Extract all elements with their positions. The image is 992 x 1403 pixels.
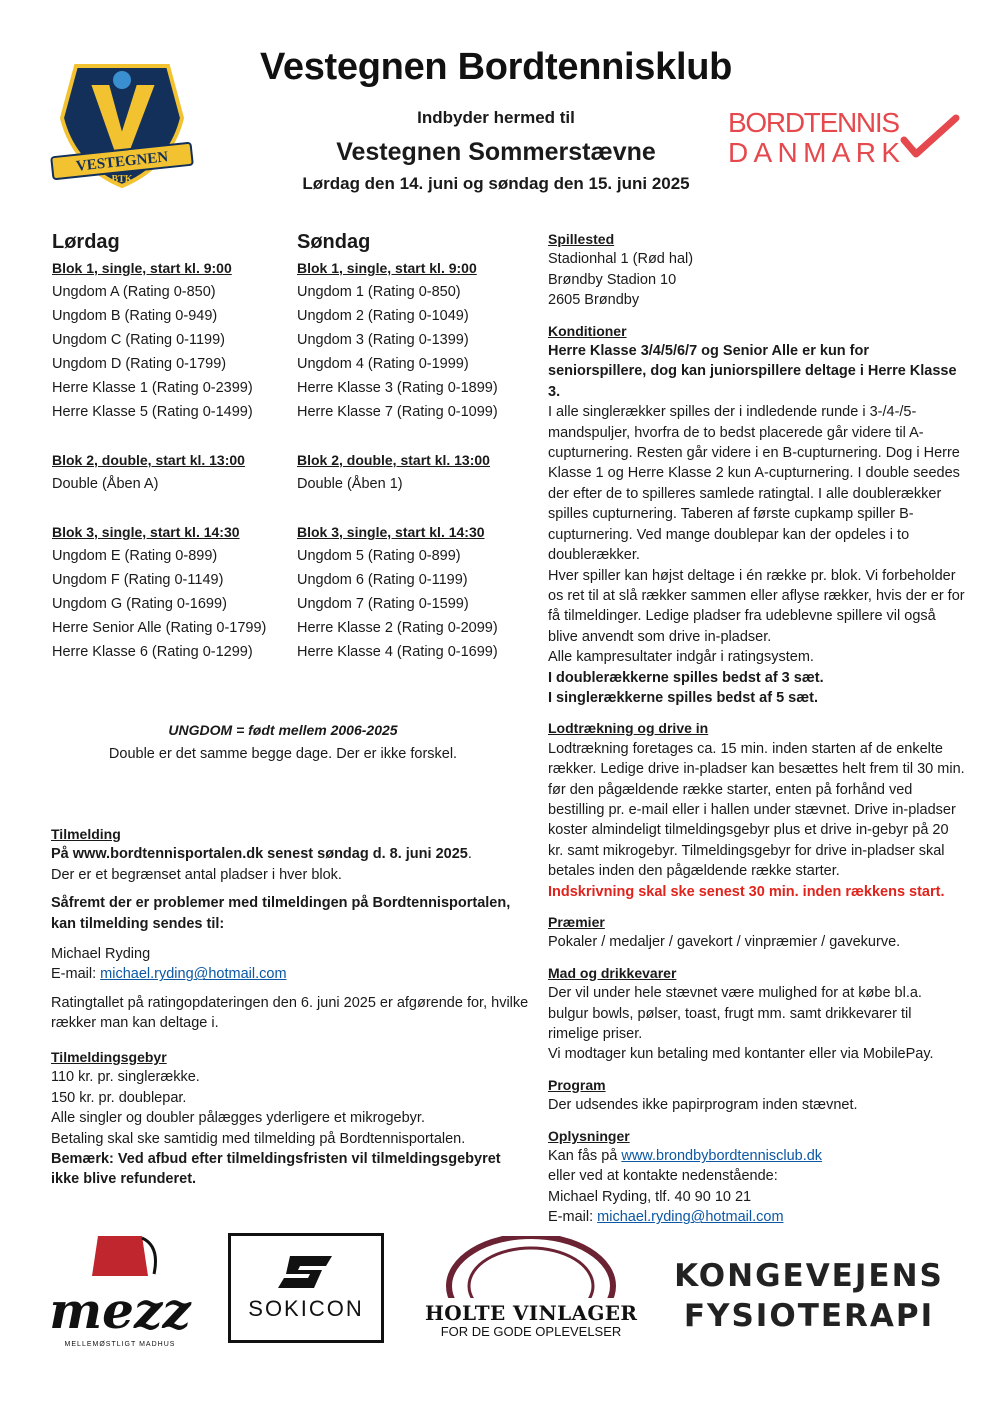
list-item: Herre Klasse 7 (Rating 0-1099): [297, 404, 498, 420]
info-line-2: eller ved at kontakte nedenstående:: [548, 1168, 778, 1185]
saturday-block-2-title: Blok 2, double, start kl. 13:00: [52, 452, 245, 468]
list-item: 150 kr. pr. doublepar.: [51, 1089, 187, 1106]
double-note: Double er det samme begge dage. Der er ikke forskel.: [108, 746, 458, 762]
list-item: Ungdom 5 (Rating 0-899): [297, 548, 461, 564]
list-item: Double (Åben 1): [297, 476, 403, 492]
invite-text: Indbyder hermed til: [417, 108, 575, 127]
right-column: Spillested Stadionhal 1 (Rød hal) Brøndby Stadion 10 2605 Brøndby Konditioner Herre Klasse 3/4/5/6/7 og Senior Alle er kun for seniorspillere, dog kan juniorspillere deltage i Herre Klasse 3. I alle singlerækker spilles der i indledende runde i 3-/4-/5-mandspuljer, hvorfra de to bedst placerede går videre til A-cupturnering. Resten går videre i en B-cupturnering. Dog i Herre Klasse 1 og Herre Klasse 2 kun A-cupturnering. I double seedes der efter de to spilleres samlede ratingtal. I alle doublerækker spilles cupturnering. Taberen af første cupkamp spiller B-cupturnering. Ved mange doublepar kan der opdeles i to doublerækker. Hver spiller kan højst deltage i én række pr. blok. Vi forbeholder os ret til at slå rækker sammen eller aflyse rækker, hvis der er for få tilmeldinger. Ledige pladser fra udeblevne spillere vil også blive anvendt som drive in-pladser. Alle kampresultater indgår i ratingsystem. I doublerækkerne spilles bedst af 3 sæt. I singlerækkerne spilles bedst af 5 sæt. Lodtrækning og drive in Lodtrækning foretages ca. 15 min. inden starten af de enkelte rækker. Ledige drive in-pladser kan besættes helt frem til 30 min. før den pågældende række starter, enten på forhånd ved bestilling pr. e-mail eller i hallen under stævnet. Drive in-pladser koster almindeligt tilmeldingsgebyr plus et drive in-gebyr på 20 kr. samt mikrogebyr. Tilmeldingsgebyr for drive in-pladser skal betales inden den pågældende række starter. Indskrivning skal ske senest 30 min. inden rækkens start. Præmier Pokaler / medaljer / gavekort / vinpræmier / gavekurve. Mad og drikkevarer Der vil under hele stævnet være mulighed for at købe bl.a. bulgur bowls, pølser, toast, frugt mm. samt drikkevarer til rimelige priser. Vi modtager kun betaling med kontanter eller via MobilePay. Program Der udsendes ikke papirprogram inden stævnet. Oplysninger Kan fås på www.brondbybordtennisclub.dk eller ved at kontakte nedenstående: Michael Ryding, tlf. 40 90 10 21 E-mail: michael.ryding@hotmail.com: [548, 231, 965, 1226]
kongevejens-line1: KONGEVEJENS: [674, 1258, 944, 1294]
event-dates: Lørdag den 14. juni og søndag den 15. juni 2025: [302, 174, 690, 193]
conditions-heading: Konditioner: [548, 322, 627, 339]
list-item: Herre Klasse 6 (Rating 0-1299): [52, 644, 253, 660]
list-item: Ungdom 4 (Rating 0-1999): [297, 356, 469, 372]
sunday-column: [297, 228, 537, 664]
registration-heading: Tilmelding: [51, 826, 121, 842]
list-item: Ungdom C (Rating 0-1199): [52, 332, 226, 348]
federation-logo-line1: BORDTENNIS: [728, 108, 900, 138]
conditions-body-2: Hver spiller kan højst deltage i én række pr. blok. Vi forbeholder os ret til at slå rækker sammen eller aflyse rækker, hvis der er for få tilmeldinger. Ledige pladser fra udeblevne spillere vil også blive anvendt som drive in-pladser.: [548, 567, 965, 645]
list-item: Herre Senior Alle (Rating 0-1799): [52, 620, 267, 636]
venue-line: Stadionhal 1 (Rød hal): [548, 251, 694, 268]
registration-limit: Der er et begrænset antal pladser i hver blok.: [51, 866, 342, 883]
conditions-intro: Herre Klasse 3/4/5/6/7 og Senior Alle er kun for seniorspillere, dog kan juniorspillere deltage i Herre Klasse 3.: [548, 343, 957, 400]
draw-body: Lodtrækning foretages ca. 15 min. inden starten af de enkelte rækker. Ledige drive in-pladser kan besættes helt frem til 30 min. før den pågældende række starter, enten på forhånd ved bestilling pr. e-mail eller i hallen under stævnet. Drive in-pladser koster almindeligt tilmeldingsgebyr plus et drive in-gebyr på 20 kr. samt mikrogebyr. Tilmeldingsgebyr for drive in-pladser skal betales inden den pågældende række starter.: [548, 740, 965, 880]
fee-section: [51, 1047, 529, 1190]
program-body: Der udsendes ikke papirprogram inden stævnet.: [548, 1097, 858, 1114]
info-email-link[interactable]: michael.ryding@hotmail.com: [597, 1209, 784, 1226]
venue-heading: Spillested: [548, 231, 615, 247]
list-item: Double (Åben A): [52, 476, 159, 492]
list-item: Ungdom D (Rating 0-1799): [52, 356, 227, 372]
kongevejens-line2: FYSIOTERAPI: [683, 1298, 935, 1334]
food-heading: Mad og drikkevarer: [548, 964, 677, 981]
prizes-heading: Præmier: [548, 914, 605, 930]
list-item: Ungdom 3 (Rating 0-1399): [297, 332, 469, 348]
sunday-block-2-title: Blok 2, double, start kl. 13:00: [297, 452, 490, 468]
venue-line: 2605 Brøndby: [548, 292, 640, 309]
sokicon-icon: [276, 1254, 336, 1290]
sunday-block-3-title: Blok 3, single, start kl. 14:30: [297, 524, 485, 540]
checkmark-icon: [904, 118, 956, 154]
sponsor-mezz: [44, 1230, 196, 1352]
registration-deadline: På www.bordtennisportalen.dk senest søndag d. 8. juni 2025: [51, 846, 468, 863]
list-item: Ungdom G (Rating 0-1699): [52, 596, 227, 612]
saturday-column: [52, 228, 292, 664]
youth-note: UNGDOM = født mellem 2006-2025: [168, 722, 398, 738]
federation-logo-line2: DANMARK: [728, 137, 900, 168]
venue-line: Brøndby Stadion 10: [548, 271, 677, 288]
list-item: Herre Klasse 5 (Rating 0-1499): [52, 404, 253, 420]
sokicon-name: SOKICON: [248, 1296, 364, 1321]
sunday-heading: Søndag: [297, 231, 371, 253]
info-heading: Oplysninger: [548, 1127, 630, 1144]
list-item: Ungdom 1 (Rating 0-850): [297, 284, 461, 300]
sponsor-holte-vinlager: [420, 1236, 642, 1340]
list-item: Herre Klasse 1 (Rating 0-2399): [52, 380, 253, 396]
conditions-single-sets: I singlerækkerne spilles bedst af 5 sæt.: [548, 689, 818, 706]
conditions-body-3: Alle kampresultater indgår i ratingsystem.: [548, 649, 814, 666]
fez-hat-icon: [92, 1236, 148, 1276]
registration-problem-text: Såfremt der er problemer med tilmeldingen på Bordtennisportalen, kan tilmelding sendes til:: [51, 895, 511, 932]
registration-email-link[interactable]: michael.ryding@hotmail.com: [100, 966, 287, 983]
list-item: Ungdom 6 (Rating 0-1199): [297, 572, 468, 588]
food-body-2: Vi modtager kun betaling med kontanter eller via MobilePay.: [548, 1046, 934, 1063]
list-item: Herre Klasse 2 (Rating 0-2099): [297, 620, 498, 636]
registration-section: Tilmelding På www.bordtennisportalen.dk senest søndag d. 8. juni 2025. Der er et begrænset antal pladser i hver blok. Såfremt der er problemer med tilmeldingen på Bordtennisportalen, kan tilmelding sendes til: Michael Ryding E-mail: michael.ryding@hotmail.com Ratingtallet på ratingopdateringen den 6. juni 2025 er afgørende for, hvilke rækker man kan deltage i.: [51, 824, 529, 1034]
page-title: Vestegnen Bordtennisklub: [259, 46, 733, 88]
mezz-tagline: MELLEMØSTLIGT MADHUS: [64, 1341, 176, 1348]
list-item: Ungdom A (Rating 0-850): [52, 284, 216, 300]
club-logo-bottom-text: BTK: [111, 174, 133, 185]
list-item: Ungdom F (Rating 0-1149): [52, 572, 224, 588]
food-body: Der vil under hele stævnet være mulighed for at købe bl.a. bulgur bowls, pølser, toast, frugt mm. samt drikkevarer til rimelige priser.: [548, 985, 922, 1043]
program-heading: Program: [548, 1076, 606, 1093]
event-name: Vestegnen Sommerstævne: [336, 138, 656, 166]
saturday-block-3-title: Blok 3, single, start kl. 14:30: [52, 524, 240, 540]
list-item: Herre Klasse 4 (Rating 0-1699): [297, 644, 498, 660]
holte-tagline: FOR DE GODE OPLEVELSER: [440, 1324, 622, 1339]
list-item: Ungdom 2 (Rating 0-1049): [297, 308, 469, 324]
rating-text: Ratingtallet på ratingopdateringen den 6. juni 2025 er afgørende for, hvilke rækker man kan deltage i.: [51, 994, 529, 1032]
conditions-body: I alle singlerækker spilles der i indledende runde i 3-/4-/5-mandspuljer, hvorfra de to bedst placerede går videre til A-cupturnering. Resten går videre i en B-cupturnering. Dog i Herre Klasse 1 og Herre Klasse 2 kun A-cupturnering. I double seedes der efter de to spilleres samlede ratingtal. I alle doublerækker spilles cupturnering. Taberen af første cupkamp spiller B-cupturnering. Ved mange doublepar kan der opdeles i to doublerækker.: [548, 404, 960, 564]
list-item: Ungdom 7 (Rating 0-1599): [297, 596, 469, 612]
fee-refund-note: Bemærk: Ved afbud efter tilmeldingsfristen vil tilmeldingsgebyret ikke blive refunderet.: [51, 1151, 501, 1188]
list-item: Ungdom E (Rating 0-899): [52, 548, 218, 564]
saturday-block-1-title: Blok 1, single, start kl. 9:00: [52, 260, 232, 276]
list-item: Herre Klasse 3 (Rating 0-1899): [297, 380, 498, 396]
saturday-heading: Lørdag: [52, 231, 120, 253]
federation-logo: [728, 108, 960, 168]
contact-name: Michael Ryding: [51, 946, 151, 963]
list-item: Alle singler og doubler pålægges yderligere et mikrogebyr.: [51, 1110, 425, 1127]
fee-heading: Tilmeldingsgebyr: [51, 1049, 167, 1065]
list-item: 110 kr. pr. singlerække.: [51, 1069, 200, 1086]
prizes-body: Pokaler / medaljer / gavekort / vinpræmier / gavekurve.: [548, 934, 901, 951]
info-website-link[interactable]: www.brondbybordtennisclub.dk: [621, 1148, 823, 1165]
info-line-3: Michael Ryding, tlf. 40 90 10 21: [548, 1188, 752, 1205]
sponsor-kongevejens: [664, 1256, 954, 1336]
list-item: Betaling skal ske samtidig med tilmelding på Bordtennisportalen.: [51, 1130, 466, 1147]
draw-red-note: Indskrivning skal ske senest 30 min. inden rækkens start.: [548, 883, 945, 900]
list-item: Ungdom B (Rating 0-949): [52, 308, 218, 324]
draw-heading: Lodtrækning og drive in: [548, 720, 709, 737]
conditions-double-sets: I doublerækkerne spilles bedst af 3 sæt.: [548, 669, 824, 686]
sponsor-sokicon: [228, 1233, 384, 1343]
mezz-name: mezz: [49, 1281, 191, 1340]
club-logo-top-text: VESTEGNEN: [75, 149, 169, 175]
sunday-block-1-title: Blok 1, single, start kl. 9:00: [297, 260, 477, 276]
holte-name: HOLTE VINLAGER: [425, 1301, 637, 1325]
